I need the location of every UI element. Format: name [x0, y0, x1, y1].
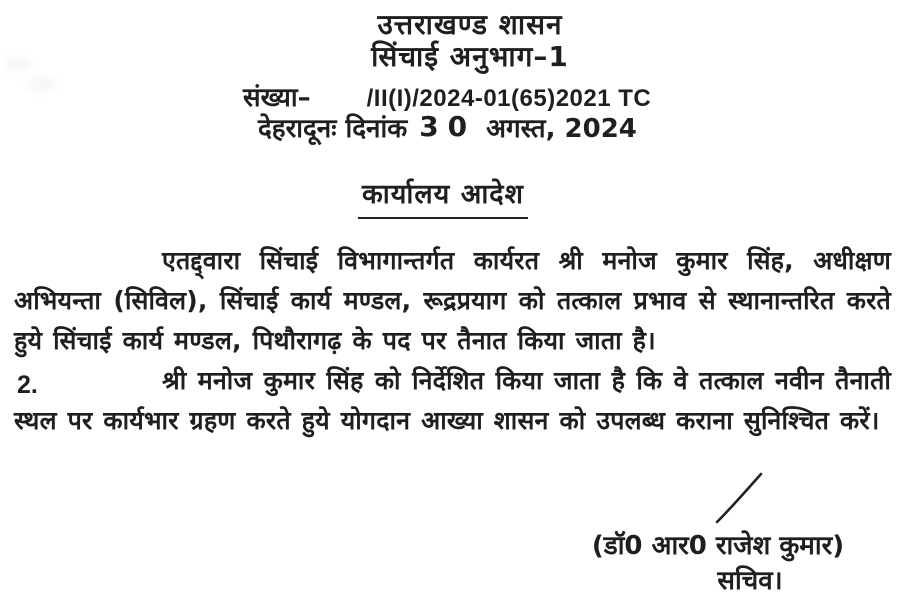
signatory-name: (डॉ0 आर0 राजेश कुमार)	[591, 531, 845, 561]
place-date-suffix: अगस्त, 2024	[486, 114, 637, 144]
signature-stroke	[710, 471, 766, 525]
scan-artifact	[26, 78, 56, 92]
paragraph-2-number: 2.	[17, 371, 38, 399]
paragraph-1: एतद्द्वारा सिंचाई विभागान्तर्गत कार्यरत श्री मनोज कुमार सिंह, अधीक्षण अभियन्ता (सिविल), सिंचाई कार्य मण्डल, रूद्रप्रयाग को तत्काल प्रभाव से स्थानान्तरित करते हुये सिंचाई कार्य मण्डल, पिथौरागढ़ के पद पर तैनात किया जाता है।	[14, 246, 891, 355]
document-title-row	[0, 174, 886, 219]
place-date-line	[258, 109, 637, 145]
reference-number-value: /II(I)/2024-01(65)2021 TC	[366, 85, 652, 112]
document-title: कार्यालय आदेश	[358, 174, 528, 219]
signatory-designation: सचिव।	[717, 566, 783, 596]
reference-number-label: संख्या–	[243, 83, 311, 113]
handwritten-date-day: 30	[419, 110, 477, 143]
scan-artifact	[4, 58, 30, 70]
government-name: उत्तराखण्ड शासन	[377, 8, 563, 41]
place-date-prefix: देहरादूनः दिनांक	[258, 114, 408, 144]
department-section-name: सिंचाई अनुभाग–1	[371, 40, 569, 73]
paragraph-2: श्री मनोज कुमार सिंह को निर्देशित किया जाता है कि वे तत्काल नवीन तैनाती स्थल पर कार्यभार ग्रहण करते हुये योगदान आख्या शासन को उपलब्ध कराना सुनिश्चित करें।	[14, 366, 891, 435]
